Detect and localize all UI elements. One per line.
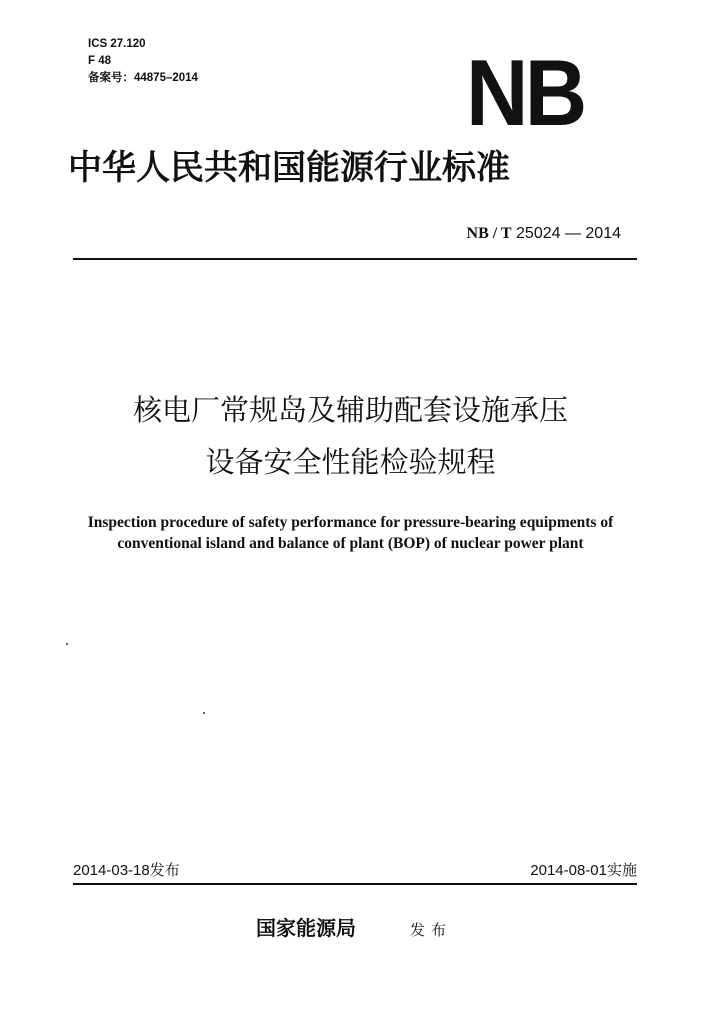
nb-logo: NB bbox=[466, 40, 584, 145]
standard-code-prefix: NB / T bbox=[466, 225, 512, 242]
standard-code bbox=[467, 224, 621, 244]
bottom-divider bbox=[73, 883, 637, 885]
publisher-name: 国家能源局 bbox=[256, 916, 356, 940]
scan-speck bbox=[66, 643, 68, 645]
standard-category-title: 中华人民共和国能源行业标准 bbox=[68, 148, 510, 188]
chinese-title-line-1: 核电厂常规岛及辅助配套设施承压 bbox=[132, 393, 568, 427]
ics-code: ICS 27.120 bbox=[88, 38, 146, 50]
publish-label: 发布 bbox=[410, 921, 453, 939]
english-title-line-2: conventional island and balance of plant (BOP) of nuclear power plant bbox=[117, 535, 584, 552]
chinese-title-line-2: 设备安全性能检验规程 bbox=[205, 445, 496, 479]
top-divider bbox=[73, 258, 637, 260]
english-title-line-1: Inspection procedure of safety performance for pressure-bearing equipments of bbox=[87, 514, 614, 531]
ccs-code: F 48 bbox=[88, 55, 112, 67]
issue-date: 2014-03-18发布 bbox=[73, 862, 180, 879]
standard-code-number: 25024 — 2014 bbox=[511, 225, 621, 242]
record-number: 备案号：44875–2014 bbox=[88, 72, 198, 84]
scan-speck bbox=[203, 712, 205, 714]
implementation-date: 2014-08-01实施 bbox=[530, 862, 637, 879]
